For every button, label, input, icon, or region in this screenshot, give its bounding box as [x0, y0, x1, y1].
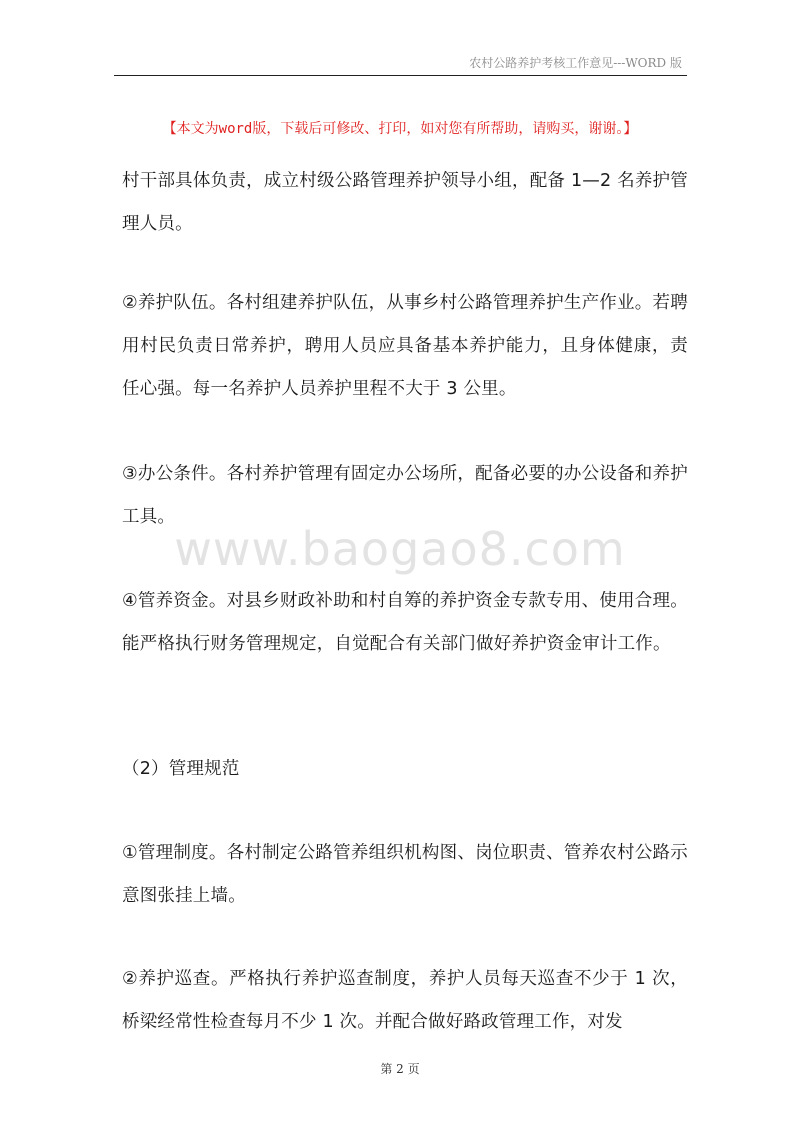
paragraph-4	[122, 580, 688, 666]
paragraph-1	[122, 160, 688, 246]
paragraph-text: ①管理制度。各村制定公路管养组织机构图、岗位职责、管养农村公路示意图张挂上墙。	[122, 843, 688, 906]
paragraph-text: ④管养资金。对县乡财政补助和村自筹的养护资金专款专用、使用合理。能严格执行财务管理规定，自觉配合有关部门做好养护资金审计工作。	[122, 591, 688, 654]
watermark: www.baogao8.com	[174, 522, 626, 576]
paragraph-3	[122, 453, 688, 539]
header-title: 农村公路养护考核工作意见---WORD 版	[469, 56, 682, 70]
paragraph-5	[122, 832, 688, 918]
section-heading-text: （2）管理规范	[122, 759, 240, 779]
paragraph-6	[122, 958, 688, 1044]
header-divider	[114, 75, 687, 76]
paragraph-text: ②养护巡查。严格执行养护巡查制度，养护人员每天巡查不少于 1 次，桥梁经常性检查每月不少 1 次。并配合做好路政管理工作，对发	[122, 969, 688, 1032]
paragraph-text: 村干部具体负责，成立村级公路管理养护领导小组，配备 1—2 名养护管理人员。	[122, 171, 688, 234]
paragraph-2	[122, 282, 688, 411]
purchase-notice: 【本文为word版，下载后可修改、打印，如对您有所帮助，请购买，谢谢。】	[162, 121, 638, 137]
paragraph-text: ②养护队伍。各村组建养护队伍，从事乡村公路管理养护生产作业。若聘用村民负责日常养护，聘用人员应具备基本养护能力，且身体健康，责任心强。每一名养护人员养护里程不大于 3 公里。	[122, 293, 688, 399]
section-heading	[122, 748, 688, 791]
paragraph-text: ③办公条件。各村养护管理有固定办公场所，配备必要的办公设备和养护工具。	[122, 464, 688, 527]
page-number: 第 2 页	[380, 1062, 420, 1076]
